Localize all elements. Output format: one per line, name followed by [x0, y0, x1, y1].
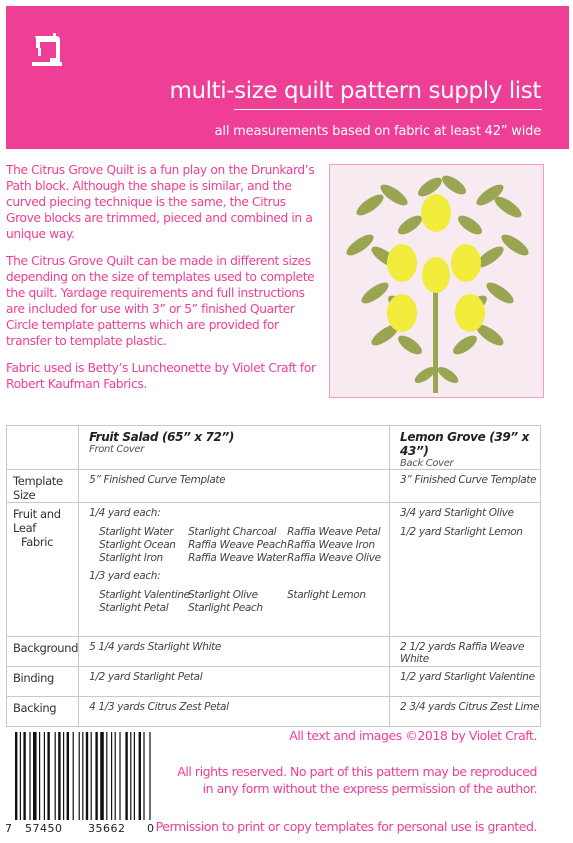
- backing-v1: 4 1/3 yards Citrus Zest Petal: [79, 697, 390, 727]
- background-v2: 2 1/2 yards Raffia Weave White: [390, 637, 541, 667]
- fabric-v2-olive: 3/4 yard Starlight Olive: [400, 507, 514, 519]
- table-row: [7, 470, 541, 503]
- rights-line-1: All rights reserved. No part of this pattern may be reproduced: [177, 764, 537, 779]
- barcode-image: [15, 732, 151, 822]
- fabric-item: Starlight Iron: [99, 552, 163, 564]
- row-label-fabric-line2: Fabric: [21, 535, 54, 549]
- row-label-template: Template Size: [7, 470, 79, 503]
- col-fruit-salad: [79, 426, 390, 470]
- copyright-text: All text and images ©2018 by Violet Craft.: [289, 728, 537, 743]
- col-fruit-salad-sub: Front Cover: [89, 444, 144, 455]
- header-banner: [6, 6, 569, 149]
- binding-v2: 1/2 yard Starlight Valentine: [390, 667, 541, 697]
- fabric-item: Raffia Weave Petal: [287, 526, 381, 538]
- fabric-item: Raffia Weave Olive: [287, 552, 381, 564]
- page-subtitle: all measurements based on fabric at least 42” wide: [214, 124, 541, 139]
- fabric-group1-title: 1/4 yard each:: [89, 507, 161, 519]
- fabric-item: Raffia Weave Water: [188, 552, 287, 564]
- fabric-group1-list: [99, 526, 389, 564]
- binding-v1: 1/2 yard Starlight Petal: [79, 667, 390, 697]
- fabric-v1: [79, 503, 390, 637]
- fabric-item: Starlight Olive: [188, 589, 258, 601]
- title-underline: [234, 109, 542, 110]
- fabric-group2-title: 1/3 yard each:: [89, 570, 161, 582]
- barcode-digits-left: 57450: [25, 822, 63, 835]
- row-label-background: Background: [7, 637, 79, 667]
- template-v2: 3” Finished Curve Template: [390, 470, 541, 503]
- fabric-item: Starlight Lemon: [287, 589, 366, 601]
- intro-paragraph-3: Fabric used is Betty’s Luncheonette by Violet Craft for Robert Kaufman Fabrics.: [6, 361, 316, 391]
- permission-text: Permission to print or copy templates for personal use is granted.: [155, 819, 537, 834]
- quilt-preview-image: [329, 164, 544, 398]
- backing-v2: 2 3/4 yards Citrus Zest Lime: [390, 697, 541, 727]
- barcode-digits-right: 35662: [88, 822, 126, 835]
- table-row: [7, 503, 541, 637]
- fabric-v2-lemon: 1/2 yard Starlight Lemon: [400, 526, 523, 538]
- fabric-group2-list: [99, 589, 389, 614]
- supply-table: [6, 425, 541, 727]
- template-v1: 5” Finished Curve Template: [79, 470, 390, 503]
- col-fruit-salad-name: Fruit Salad (65” x 72”): [89, 430, 235, 444]
- lemon-tree-illustration: [330, 165, 543, 397]
- row-label-backing: Backing: [7, 697, 79, 727]
- fabric-item: Starlight Petal: [99, 602, 169, 614]
- table-row: [7, 697, 541, 727]
- fabric-v2: [390, 503, 541, 637]
- row-label-fabric-line1: Fruit and Leaf: [13, 507, 61, 535]
- fabric-item: Starlight Charcoal: [188, 526, 277, 538]
- col-lemon-grove-name: Lemon Grove (39” x 43”): [400, 430, 529, 458]
- barcode-digit-lead: 7: [5, 822, 13, 835]
- fabric-item: Starlight Water: [99, 526, 174, 538]
- row-label-fabric: [7, 503, 79, 637]
- table-corner-cell: [7, 426, 79, 470]
- intro-paragraph-1: The Citrus Grove Quilt is a fun play on the Drunkard’s Path block. Although the shape is similar, and the curved piecing technique is the same, the Citrus Grove blocks are trimmed, pieced and combined in a unique way.: [6, 163, 315, 241]
- sewing-machine-icon: [26, 28, 68, 70]
- fabric-item: Raffia Weave Peach: [188, 539, 287, 551]
- table-header-row: [7, 426, 541, 470]
- fabric-item: Starlight Peach: [188, 602, 263, 614]
- fabric-item: Raffia Weave Iron: [287, 539, 375, 551]
- rights-line-2: in any form without the express permission of the author.: [202, 781, 537, 796]
- table-row: [7, 637, 541, 667]
- col-lemon-grove-sub: Back Cover: [400, 458, 454, 469]
- barcode-digit-trail: 0: [147, 822, 155, 835]
- intro-paragraph-2: The Citrus Grove Quilt can be made in different sizes depending on the size of templates used to complete the quilt. Yardage requirements and full instructions are included for use with 3” or 5” finished Quarter Circle template patterns which are provided for transfer to template plastic.: [6, 254, 315, 348]
- table-row: [7, 667, 541, 697]
- background-v1: 5 1/4 yards Starlight White: [79, 637, 390, 667]
- row-label-binding: Binding: [7, 667, 79, 697]
- fabric-item: Starlight Valentine: [99, 589, 190, 601]
- col-lemon-grove: [390, 426, 541, 470]
- page-title: multi-size quilt pattern supply list: [169, 78, 541, 104]
- rights-text: [177, 763, 537, 797]
- intro-text: [6, 162, 318, 403]
- fabric-item: Starlight Ocean: [99, 539, 176, 551]
